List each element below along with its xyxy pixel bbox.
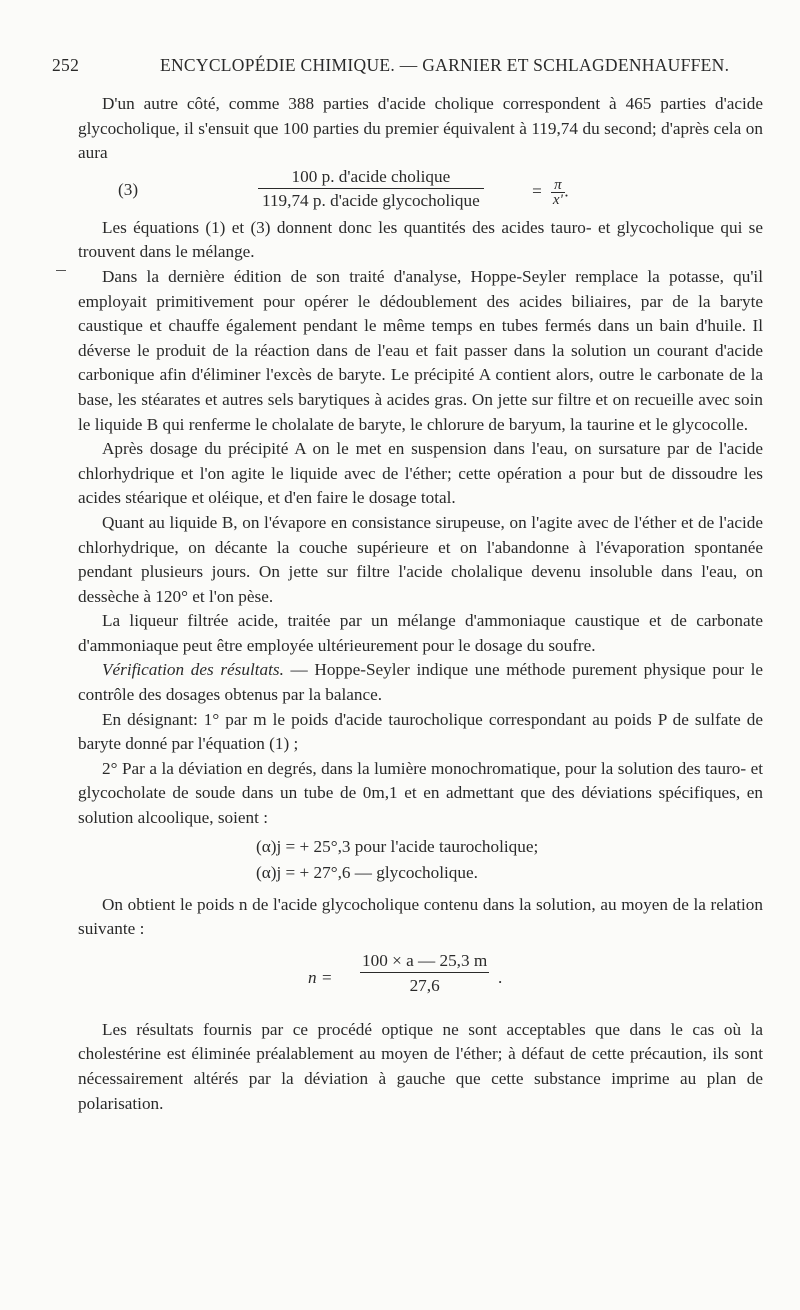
equation-3-rhs-denominator: x' [552, 191, 563, 208]
equation-n-period: . [498, 967, 503, 987]
deviation-glyco: (α)j = + 27°,6 — glycocholique. [256, 862, 478, 882]
page-number: 252 [52, 55, 80, 75]
deviation-equations [78, 835, 763, 887]
equation-3-denominator: 119,74 p. d'acide glycocholique [262, 190, 480, 210]
running-header [52, 55, 752, 81]
paragraph-10: On obtient le poids n de l'acide glycocholique contenu dans la solution, au moyen de la relation suivante : [78, 894, 763, 939]
equation-3-equals: = [531, 181, 543, 201]
running-title: ENCYCLOPÉDIE CHIMIQUE. — GARNIER ET SCHLAGDENHAUFFEN. [160, 55, 730, 75]
equation-3-period: . [564, 181, 570, 201]
paragraph-2: Les équations (1) et (3) donnent donc les quantités des acides tauro- et glycocholique qui se trouvent dans le mélange. [78, 217, 763, 262]
scan-mark [56, 270, 66, 271]
equation-3-rhs-fraction [551, 178, 565, 207]
paragraph-11: Les résultats fournis par ce procédé optique ne sont acceptables que dans le cas où la cholestérine est éliminée préalablement au moyen de l'éther; à défaut de cette précaution, ils sont nécessairement altérés par la déviation à gauche que cette substance imprime au plan de polarisation. [78, 1019, 763, 1113]
paragraph-4: Après dosage du précipité A on le met en suspension dans l'eau, on sursature par de l'acide chlorhydrique et l'on agite le liquide avec de l'éther; cette opération a pour but de dissoudre les acides stéarique et oléique, et d'en faire le dosage total. [78, 439, 763, 508]
paragraph-6: La liqueur filtrée acide, traitée par un mélange d'ammoniaque caustique et de carbonate d'ammoniaque peut être employée ultérieurement pour le dosage du soufre. [78, 611, 763, 655]
deviation-tauro: (α)j = + 25°,3 pour l'acide taurocholique; [256, 836, 539, 856]
equation-n [78, 950, 763, 1008]
equation-3 [78, 166, 763, 216]
paragraph-7-text: — Hoppe-Seyler indique une méthode purement physique pour le contrôle des dosages obtenus par la balance. [78, 660, 763, 705]
paragraph-7 [78, 658, 763, 707]
section-lead: Vérification des résultats. [102, 660, 284, 680]
equation-3-tag: (3) [118, 179, 139, 199]
paragraph-1: D'un autre côté, comme 388 parties d'acide cholique correspondent à 465 parties d'acide glycocholique, il s'ensuit que 100 parties du premier équivalent à 119,74 du second; d'après cela on aura [78, 94, 763, 163]
equation-3-fraction [258, 166, 484, 213]
equation-n-lhs: n = [308, 967, 333, 987]
equation-n-denominator: 27,6 [409, 975, 440, 995]
equation-3-rhs-numerator: π [551, 178, 565, 193]
paragraph-3: Dans la dernière édition de son traité d'analyse, Hoppe-Seyler remplace la potasse, qu'il employait primitivement pour opérer le dédoublement des acides biliaires, par de la baryte caustique et chauffe également pendant le même temps en tubes fermés dans un bain d'huile. Il déverse le produit de la réaction dans de l'eau et fait passer dans la solution un courant d'acide carbonique afin d'éliminer l'excès de baryte. Le précipité A contient alors, outre le carbonate de la base, les stéarates et autres sels barytiques à acides gras. On jette sur filtre et on recueille avec soin le liquide B qui renferme le cholalate de baryte, le chlorure de baryum, la taurine et le glycocolle. [78, 266, 763, 434]
body-text [78, 92, 763, 1116]
paragraph-9: 2° Par a la déviation en degrés, dans la lumière monochromatique, pour la solution des tauro- et glycocholate de soude dans un tube de 0m,1 et en admettant que des déviations spécifiques, en solution alcoolique, soient : [78, 758, 763, 828]
equation-n-fraction [360, 950, 489, 999]
paragraph-5: Quant au liquide B, on l'évapore en consistance sirupeuse, on l'agite avec de l'éther et de l'acide chlorhydrique, on décante la couche supérieure et on l'abandonne à l'évaporation spontanée pendant plusieurs jours. On jette sur filtre l'acide cholalique devenu insoluble dans l'eau, on dessèche à 120° et l'on pèse. [78, 512, 763, 606]
paragraph-8: En désignant: 1° par m le poids d'acide taurocholique correspondant au poids P de sulfate de baryte donné par l'équation (1) ; [78, 709, 763, 754]
equation-3-numerator: 100 p. d'acide cholique [258, 166, 484, 189]
equation-n-numerator: 100 × a — 25,3 m [360, 950, 489, 973]
equation-3-rhs [531, 178, 569, 207]
